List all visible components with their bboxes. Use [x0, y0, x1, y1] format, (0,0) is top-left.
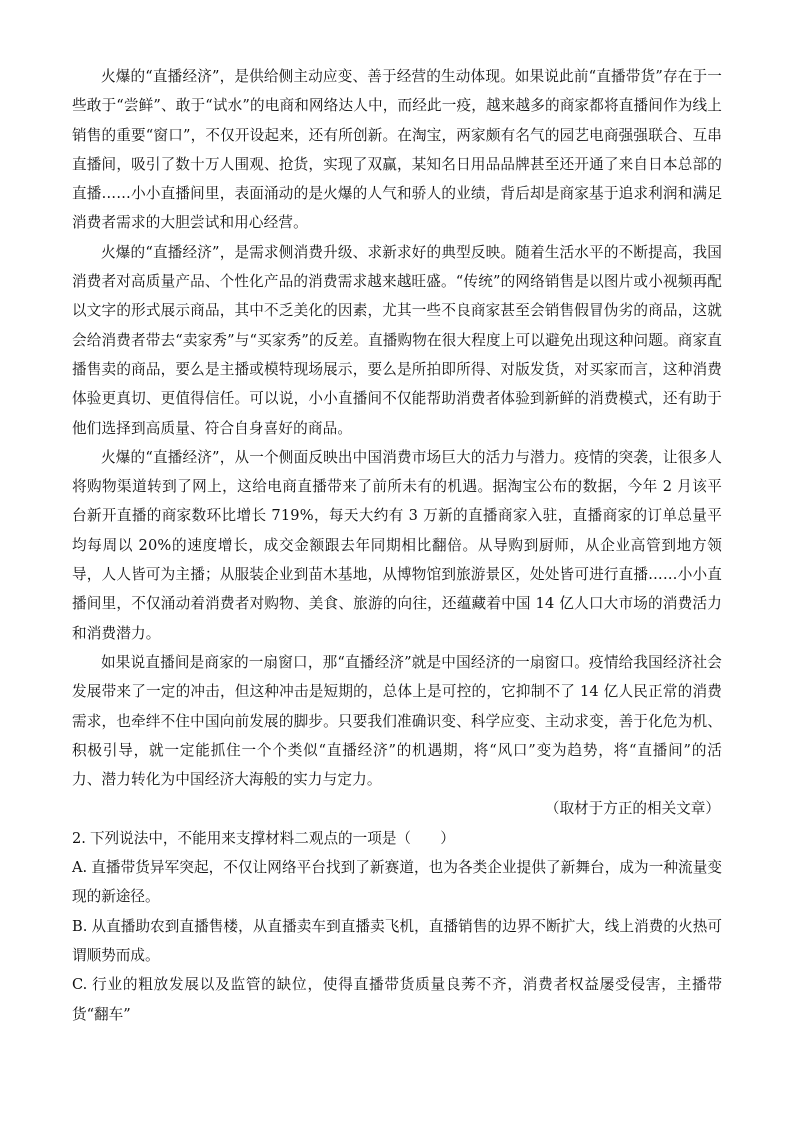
option-b-letter: B. — [72, 917, 88, 935]
article-paragraph-3: 火爆的“直播经济”，从一个侧面反映出中国消费市场巨大的活力与潜力。疫情的突袭，让很多人将购物渠道转到了网上，这给电商直播带来了前所未有的机遇。据淘宝公布的数据，今年 2 月该平台新开直播的商家数环比增长 719%，每天大约有 3 万新的直播商家入驻，直播商家的订单总量平均每周以 20%的速度增长，成交金额跟去年同期相比翻倍。从导购到厨师，从企业高管到地方领导，人人皆可为主播；从服装企业到苗木基地，从博物馆到旅游景区，处处皆可进行直播……小小直播间里，不仅涌动着消费者对购物、美食、旅游的向往，还蕴藏着中国 14 亿人口大市场的消费活力和消费潜力。 — [72, 448, 722, 642]
option-c — [72, 970, 722, 1029]
option-b-text: 从直播助农到直播售楼，从直播卖车到直播卖飞机，直播销售的边界不断扩大，线上消费的火热可谓顺势而成。 — [72, 917, 722, 964]
article-paragraph-2: 火爆的“直播经济”，是需求侧消费升级、求新求好的典型反映。随着生活水平的不断提高，我国消费者对高质量产品、个性化产品的消费需求越来越旺盛。“传统”的网络销售是以图片或小视频再配以文字的形式展示商品，其中不乏美化的因素，尤其一些不良商家甚至会销售假冒伪劣的商品，这就会给消费者带去“卖家秀”与“买家秀”的反差。直播购物在很大程度上可以避免出现这种问题。商家直播售卖的商品，要么是主播或模特现场展示，要么是所拍即所得、对版发货，对买家而言，这种消费体验更真切、更值得信任。可以说，小小直播间不仅能帮助消费者体验到新鲜的消费模式，还有助于他们选择到高质量、符合自身喜好的商品。 — [72, 243, 722, 437]
option-b — [72, 912, 722, 971]
article-paragraph-1: 火爆的“直播经济”，是供给侧主动应变、善于经营的生动体现。如果说此前“直播带货”存在于一些敢于“尝鲜”、敢于“试水”的电商和网络达人中，而经此一疫，越来越多的商家都将直播间作为线上销售的重要“窗口”，不仅开设起来，还有所创新。在淘宝，两家颇有名气的园艺电商强强联合、互串直播间，吸引了数十万人围观、抢货，实现了双赢，某知名日用品品牌甚至还开通了来自日本总部的直播……小小直播间里，表面涌动的是火爆的人气和骄人的业绩，背后却是商家基于追求利润和满足消费者需求的大胆尝试和用心经营。 — [72, 68, 722, 232]
question-number: 2. — [72, 829, 86, 847]
option-a — [72, 853, 722, 912]
article-source: （取材于方正的相关文章） — [544, 800, 720, 818]
question-text: 下列说法中，不能用来支撑材料二观点的一项是（ ） — [89, 829, 455, 847]
option-a-text: 直播带货异军突起，不仅让网络平台找到了新赛道，也为各类企业提供了新舞台，成为一种流量变现的新途径。 — [72, 859, 722, 906]
option-c-text: 行业的粗放发展以及监管的缺位，使得直播带货质量良莠不齐，消费者权益屡受侵害，主播带货“翻车” — [72, 976, 722, 1023]
article-paragraph-4: 如果说直播间是商家的一扇窗口，那“直播经济”就是中国经济的一扇窗口。疫情给我国经济社会发展带来了一定的冲击，但这种冲击是短期的，总体上是可控的，它抑制不了 14 亿人民正常的消费需求，也牵绊不住中国向前发展的脚步。只要我们准确识变、科学应变、主动求变，善于化危为机、积极引导，就一定能抓住一个个类似“直播经济”的机遇期，将“风口”变为趋势，将“直播间”的活力、潜力转化为中国经济大海般的实力与定力。 — [72, 653, 722, 789]
option-a-letter: A. — [72, 859, 88, 877]
option-c-letter: C. — [72, 976, 88, 994]
question-stem — [72, 824, 722, 853]
